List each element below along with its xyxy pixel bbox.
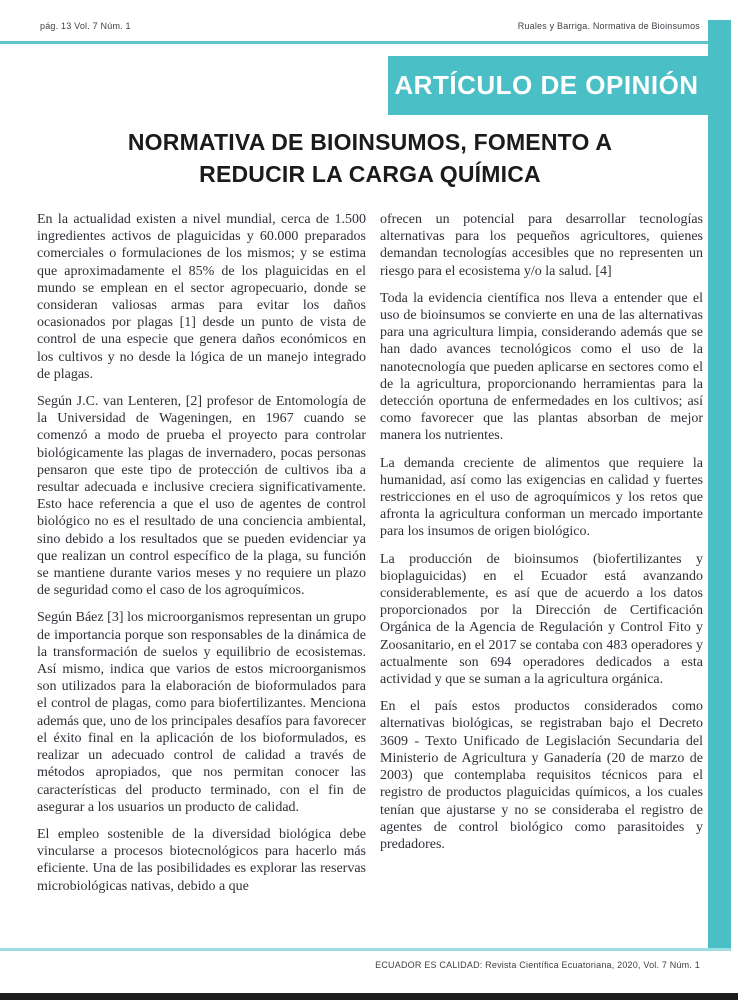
header-page-info: pág. 13 Vol. 7 Núm. 1 [40, 21, 131, 31]
article-type-banner [388, 56, 731, 115]
article-body [37, 211, 703, 905]
right-column [380, 211, 703, 905]
paragraph: ofrecen un potencial para desarrollar tecnologías alternativas para los pequeños agricultores, quienes demandan tecnologías accesibles que no representen un riesgo para el ecosistema y/o la salud. [4] [380, 212, 703, 279]
page-header [40, 21, 700, 31]
paragraph: En el país estos productos considerados como alternativas biológicas, se registraban bajo el Decreto 3609 - Texto Unificado de Legislación Secundaria del Ministerio de Agricultura y Ganadería (20 de marzo de 2003) que contemplaba requisitos técnicos para el registro de productos plaguicidas químicos, a los cuales tenían que ajustarse y no se consideraba el registro de agentes de control biológico como parasitoides y predadores. [380, 699, 703, 852]
paragraph: Según Báez [3] los microorganismos representan un grupo de importancia porque son responsables de la dinámica de la transformación de suelos y equilibrio de ecosistemas. Así mismo, indica que varios de estos microorganismos son utilizados para la elaboración de bioformulados para el control de plagas, como para biofertilizantes. Menciona además que, uno de los principales desafíos para favorecer el éxito final en la aplicación de los bioformulados, es realizar un adecuado control de calidad a través de métodos apropiados, que nos permitan conocer las características del producto terminado, con el fin de asegurar a los usuarios un producto de calidad. [37, 610, 366, 815]
left-column [37, 211, 366, 905]
bottom-page-edge [0, 993, 738, 1000]
right-accent-bar [708, 20, 731, 950]
header-running-title: Ruales y Barriga. Normativa de Bioinsumos [517, 21, 700, 31]
paragraph: Toda la evidencia científica nos lleva a entender que el uso de bioinsumos se convierte en una de las alternativas para una agricultura limpia, considerando además que se han dado avances tecnológicos como el uso de la nanotecnología que pueden aplicarse en sectores como el de la agricultura, proporcionando herramientas para la detección oportuna de enfermedades en los cultivos; así como favorecer que las plantas absorban de mejor manera los nutrientes. [380, 290, 703, 444]
footer-rule [0, 948, 731, 951]
paragraph: Según J.C. van Lenteren, [2] profesor de Entomología de la Universidad de Wageningen, en 1967 cuando se comenzó a modo de prueba el proyecto para controlar biológicamente las plagas de invernadero, pocas personas pensaron que este tipo de protección de cultivos iba a resultar adecuada e inclusive creciera significativamente. Esto hace referencia a que el uso de agentes de control biológico no es el resultado de una conciencia ambiental, sino debido a los resultados que se pueden evidenciar ya que realizan un control específico de la plaga, su función se mantiene durante varios meses y no requiere un plazo de seguridad como el caso de los agroquímicos. [37, 394, 366, 599]
paragraph: El empleo sostenible de la diversidad biológica debe vincularse a procesos biotecnológicos para hacerlo más eficiente. Una de las posibilidades es explorar las reservas microbiológicas nativas, debido a que [37, 826, 366, 894]
footer-journal-info: ECUADOR ES CALIDAD: Revista Científica Ecuatoriana, 2020, Vol. 7 Núm. 1 [375, 960, 700, 970]
header-rule [0, 41, 731, 44]
paragraph: En la actualidad existen a nivel mundial, cerca de 1.500 ingredientes activos de plaguicidas y 60.000 preparados comerciales o formulaciones de los mismos; y se estima que aproximadamente el 85% de los plaguicidas en el mundo se emplean en el sector agropecuario, donde se consideran valiosas armas para evitar los daños ocasionados por plagas [1] desde un punto de vista de control de una especie que genera daños económicos en los cultivos y no desde la lógica de un manejo integrado de plagas. [37, 212, 366, 382]
article-title [37, 126, 703, 190]
article-title-text: NORMATIVA DE BIOINSUMOS, FOMENTO A REDUCIR LA CARGA QUÍMICA [127, 129, 613, 187]
paragraph: La producción de bioinsumos (biofertilizantes y bioplaguicidas) en el Ecuador está avanzando considerablemente, es así que de acuerdo a los datos proporcionados por la Dirección de Certificación Orgánica de la Agencia de Regulación y Control Fito y Zoosanitario, en el 2017 se contaba con 483 operadores y actualmente son 694 operadores dedicados a esta actividad y que se suman a la agricultura orgánica. [380, 551, 703, 688]
paragraph: La demanda creciente de alimentos que requiere la humanidad, así como las exigencias en calidad y fuertes restricciones en el uso de agroquímicos y los retos que afronta la agricultura conforman un mercado importante para los insumos de origen biológico. [380, 455, 703, 540]
article-type-label: ARTÍCULO DE OPINIÓN [394, 70, 699, 100]
